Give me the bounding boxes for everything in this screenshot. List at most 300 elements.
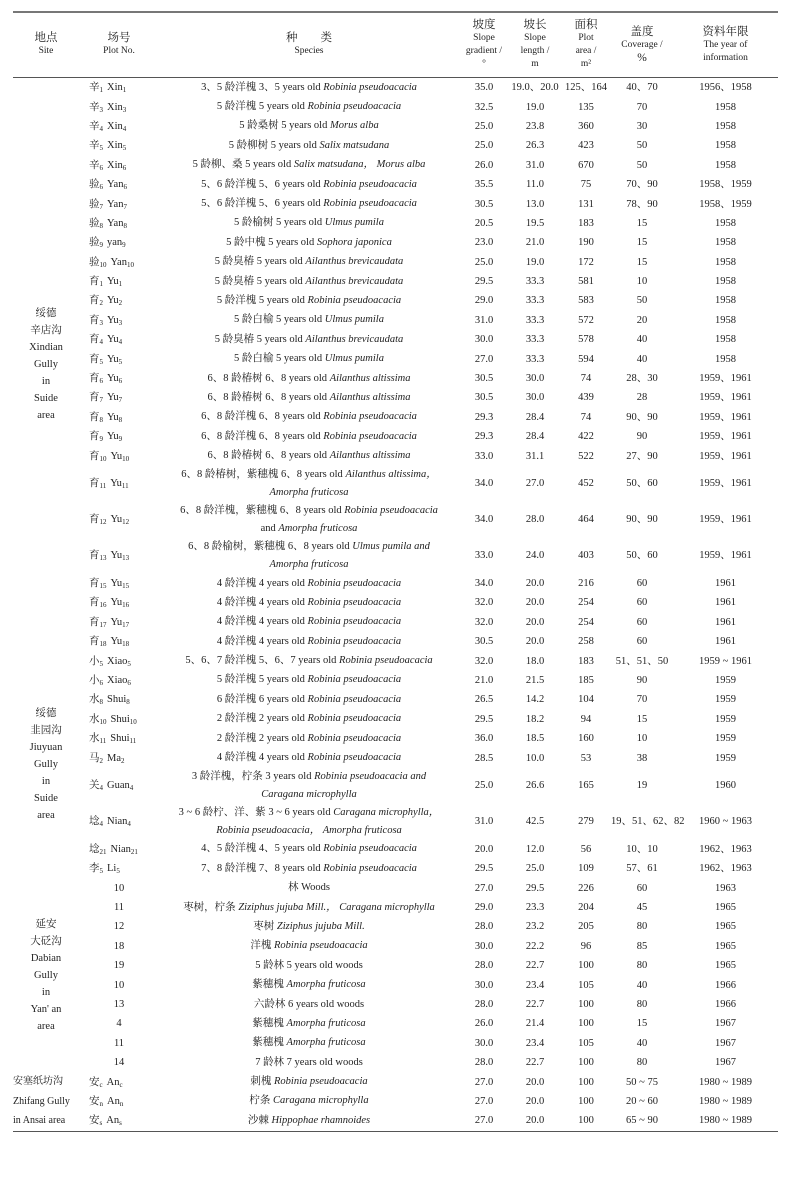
species-line-1	[159, 214, 459, 232]
plot-en-sub: 2	[118, 299, 123, 308]
species-latin: Robinia pseudoacacia	[323, 198, 417, 210]
plot-zh: 育	[89, 373, 100, 385]
species-line-2	[159, 822, 459, 840]
plot-no-cell	[79, 593, 159, 612]
plot-area-cell: 670	[578, 159, 594, 171]
slope-gradient-cell: 32.0	[474, 616, 494, 628]
coverage-cell: 78、90	[626, 198, 658, 210]
slope-length-cell: 18.0	[525, 655, 545, 667]
species-cell	[159, 78, 459, 98]
table-row	[13, 408, 778, 427]
species-cell	[159, 194, 459, 213]
slope-length-cell: 20.0	[525, 1095, 545, 1107]
plot-no-cell	[79, 574, 159, 593]
header-plot-zh: 场号	[107, 32, 131, 44]
plot-en-sub: 2	[121, 756, 125, 765]
slope-gradient-cell: 32.5	[474, 101, 494, 113]
species-latin: Amorpha fruticosa	[278, 522, 358, 534]
plot-zh-sub: 3	[99, 105, 103, 114]
slope-gradient-cell: 25.0	[474, 256, 494, 268]
species-line-1	[159, 613, 459, 631]
site-label-line: 安塞纸坊沟	[13, 1076, 63, 1088]
slope-length-cell: 21.4	[525, 1018, 545, 1030]
species-latin: Ulmus pumila	[324, 217, 384, 229]
year-cell: 1958	[715, 256, 736, 268]
plot-zh-sub: 11	[99, 737, 107, 746]
plot-zh: 育	[89, 478, 100, 490]
species-text: 5、6 龄洋槐 5、6 years old	[201, 178, 324, 190]
species-latin: Ailanthus brevicaudata	[305, 333, 404, 345]
site-label-line: in Ansai area	[13, 1115, 66, 1127]
plot-no-cell	[79, 233, 159, 252]
slope-length-cell: 28.4	[525, 411, 545, 423]
species-latin: Ailanthus brevicaudata	[305, 256, 404, 268]
plot-zh: 埝	[89, 816, 100, 828]
plot-zh-sub: 10	[99, 717, 107, 726]
plot-no-cell	[79, 632, 159, 651]
year-cell: 1959、1961	[699, 392, 752, 404]
species-line-1	[159, 710, 459, 728]
slope-gradient-cell: 27.0	[474, 353, 494, 365]
species-text: 3、5 龄洋槐 3、5 years old	[201, 81, 324, 93]
plot-en: Yu	[110, 450, 123, 462]
coverage-cell: 70	[636, 694, 648, 706]
species-text: 5 龄中槐 5 years old	[226, 236, 317, 248]
coverage-cell: 85	[636, 940, 648, 952]
species-line-1	[159, 633, 459, 651]
species-latin: Robinia pseudoacacia	[323, 81, 417, 93]
year-cell: 1959、1961	[699, 478, 752, 490]
species-cell	[159, 272, 459, 291]
species-cell	[159, 768, 459, 804]
plot-no-cell	[79, 156, 159, 175]
species-line-1	[159, 538, 459, 556]
year-cell: 1958	[715, 334, 736, 346]
table-row	[13, 937, 778, 956]
species-latin: Ailanthus altissima	[329, 391, 411, 403]
species-line-1	[159, 1015, 459, 1033]
plot-zh-sub: 2	[99, 756, 103, 765]
year-cell: 1959、1961	[699, 514, 752, 526]
species-text: 5 龄桑树 5 years old	[239, 120, 330, 132]
year-cell: 1958	[715, 276, 736, 288]
header-site-zh: 地点	[34, 32, 58, 44]
species-line-1	[159, 899, 459, 917]
plot-en: Yu	[110, 616, 123, 628]
slope-length-cell: 26.3	[525, 140, 545, 152]
header-area	[561, 12, 611, 78]
species-text: 6 龄洋槐 6 years old	[216, 693, 308, 705]
year-cell: 1961	[715, 597, 736, 609]
species-cell	[159, 710, 459, 729]
site-label-line: 绥德	[35, 308, 57, 320]
slope-gradient-cell: 28.0	[474, 1057, 494, 1069]
coverage-cell: 70、90	[626, 179, 658, 191]
table-row	[13, 233, 778, 252]
slope-length-cell: 18.5	[525, 733, 545, 745]
coverage-cell: 28、30	[626, 373, 658, 385]
plot-zh: 验	[89, 198, 100, 210]
year-cell: 1959、1961	[699, 550, 752, 562]
plot-en-sub: 1	[122, 86, 127, 95]
header-gradient-en1: Slope	[473, 33, 495, 43]
slope-gradient-cell: 35.5	[474, 179, 494, 191]
slope-length-cell: 19.5	[525, 217, 545, 229]
species-latin: Robinia pseudoacacia	[307, 752, 402, 764]
plot-zh: 马	[89, 752, 100, 764]
plot-en-sub: 15	[122, 582, 130, 590]
plot-en-sub: 1	[118, 280, 123, 289]
slope-gradient-cell: 21.0	[474, 674, 494, 686]
plot-no-cell	[79, 117, 159, 136]
species-line-2	[159, 484, 459, 502]
species-cell	[159, 917, 459, 936]
plot-area-cell: 360	[578, 120, 594, 132]
slope-gradient-cell: 34.0	[474, 478, 494, 490]
slope-length-cell: 20.0	[525, 1115, 545, 1127]
species-text: 5 龄柳树 5 years old	[228, 139, 320, 151]
table-row	[13, 538, 778, 574]
site-label-line: 大砭沟	[30, 935, 62, 947]
slope-length-cell: 22.7	[525, 999, 545, 1011]
species-cell	[159, 975, 459, 994]
slope-gradient-cell: 30.5	[474, 198, 494, 210]
site-label-line: Zhifang Gully	[13, 1095, 70, 1107]
plot-zh-sub: 1	[99, 280, 103, 289]
species-text: 2 龄洋槐 2 years old	[216, 732, 308, 744]
plot-en: Li	[107, 863, 117, 875]
site-label-line: 绥德	[35, 708, 57, 720]
table-row	[13, 502, 778, 538]
plot-area-cell: 258	[578, 636, 594, 648]
species-cell	[159, 136, 459, 155]
plot-area-cell: 94	[580, 713, 592, 725]
coverage-cell: 90、90	[626, 514, 658, 526]
species-text: 六龄林 6 years old woods	[253, 998, 365, 1010]
species-cell	[159, 233, 459, 252]
slope-gradient-cell: 26.5	[474, 694, 494, 706]
plot-area-cell: 464	[578, 514, 594, 526]
plot-zh-sub: 12	[99, 518, 107, 527]
species-text: 洋槐	[250, 940, 274, 952]
species-line-1	[159, 918, 459, 936]
plot-zh: 水	[89, 713, 100, 725]
plot-zh-sub: 4	[99, 784, 103, 793]
species-text: 3 ~ 6 龄柠、洋、紫 3 ~ 6 years old	[178, 806, 334, 818]
species-line-1	[159, 1034, 459, 1052]
plot-no-cell	[79, 729, 159, 748]
slope-length-cell: 22.2	[525, 940, 545, 952]
plot-no-cell	[79, 768, 159, 804]
plot-area-cell: 183	[578, 655, 594, 667]
header-length-zh: 坡长	[523, 19, 547, 31]
plot-zh-sub: 4	[99, 338, 103, 347]
plot-zh: 小	[89, 674, 100, 686]
slope-gradient-cell: 29.0	[474, 902, 494, 914]
species-text: 4、5 龄洋槐 4、5 years old	[201, 843, 324, 855]
plot-no-cell	[79, 1111, 159, 1131]
species-latin: Robinia pseudoacacia	[307, 713, 402, 725]
species-cell	[159, 427, 459, 446]
plot-no-cell	[79, 502, 159, 538]
table-row	[13, 194, 778, 213]
plot-no-cell	[79, 651, 159, 670]
coverage-cell: 38	[636, 752, 648, 764]
year-cell: 1961	[715, 616, 736, 628]
table-row	[13, 671, 778, 690]
species-text: 6、8 龄椿树 6、8 years old	[207, 450, 330, 462]
table-row	[13, 78, 778, 98]
header-area-zh: 面积	[574, 19, 598, 31]
species-cell	[159, 729, 459, 748]
plot-zh: 安	[89, 1115, 100, 1127]
plot-zh-sub: s	[99, 1119, 103, 1128]
plot-zh: 小	[89, 655, 100, 667]
coverage-cell: 15	[636, 1018, 648, 1030]
header-area-unit: m²	[580, 59, 592, 69]
plot-en-sub: 3	[122, 105, 127, 114]
plot-zh-sub: 21	[99, 847, 107, 856]
species-text: 7 龄林 7 years old woods	[255, 1056, 363, 1068]
year-cell: 1980 ~ 1989	[699, 1115, 752, 1127]
plot-no-cell	[79, 1072, 159, 1091]
plot-area-cell: 205	[578, 921, 594, 933]
species-text: 4 龄洋槐 4 years old	[216, 577, 308, 589]
species-cell	[159, 330, 459, 349]
plot-en-sub: 4	[118, 338, 123, 347]
slope-length-cell: 31.0	[525, 159, 545, 171]
species-text: 5、6 龄洋槐 5、6 years old	[201, 198, 324, 210]
plot-en-sub: 8	[123, 221, 127, 230]
species-cell	[159, 574, 459, 593]
plot-no-cell	[79, 671, 159, 690]
header-area-en2: area /	[575, 46, 597, 56]
plot-no-cell	[79, 253, 159, 272]
coverage-cell: 90、90	[626, 411, 658, 423]
plot-no-cell	[79, 369, 159, 388]
coverage-cell: 45	[636, 902, 648, 914]
plot-en: Xin	[107, 140, 123, 152]
year-cell: 1958	[715, 159, 736, 171]
species-text: 林 Woods	[287, 882, 331, 894]
plot-zh: 育	[89, 616, 100, 628]
slope-gradient-cell: 29.3	[474, 411, 494, 423]
species-latin: Robinia pseudoacacia	[307, 101, 402, 113]
species-text: 6、8 龄椿树 6、8 years old	[207, 391, 330, 403]
slope-gradient-cell: 33.0	[474, 450, 494, 462]
site-label	[13, 879, 79, 1073]
species-cell	[159, 804, 459, 840]
year-cell: 1965	[715, 940, 736, 952]
coverage-cell: 60	[636, 882, 648, 894]
species-line-1	[159, 117, 459, 135]
slope-gradient-cell: 29.0	[474, 295, 494, 307]
plot-no-cell	[79, 975, 159, 994]
plot-no-cell	[79, 408, 159, 427]
year-cell: 1960 ~ 1963	[699, 816, 752, 828]
coverage-cell: 20	[636, 314, 648, 326]
slope-gradient-cell: 36.0	[474, 733, 494, 745]
plot-en: Yu	[107, 392, 119, 404]
species-line-1	[159, 370, 459, 388]
plot-en: Yan	[107, 217, 124, 229]
slope-gradient-cell: 29.5	[474, 713, 494, 725]
slope-length-cell: 30.0	[525, 392, 545, 404]
plot-en: Yu	[107, 373, 119, 385]
plot-zh: 育	[89, 514, 100, 526]
plot-en: Xin	[107, 101, 123, 113]
plot-no-cell	[79, 840, 159, 859]
year-cell: 1959、1961	[699, 373, 752, 385]
plot-en: Yan	[110, 256, 127, 268]
species-line-1	[159, 879, 459, 897]
site-label-line: in	[41, 986, 51, 998]
year-cell: 1963	[715, 882, 736, 894]
species-text: 紫穗槐	[252, 1017, 287, 1029]
plot-en-sub: 21	[130, 847, 138, 856]
slope-length-cell: 21.5	[525, 674, 545, 686]
species-line-1	[159, 671, 459, 689]
plot-no-cell	[79, 446, 159, 465]
plot-en-sub: 7	[118, 396, 123, 405]
species-cell	[159, 651, 459, 670]
slope-length-cell: 18.2	[525, 713, 545, 725]
species-cell	[159, 349, 459, 368]
plot-zh: 育	[89, 578, 100, 589]
header-row	[13, 12, 778, 78]
species-cell	[159, 117, 459, 136]
table-row	[13, 349, 778, 368]
species-latin: Salix matsudana， Morus alba	[293, 159, 426, 171]
plot-zh-sub: 7	[99, 202, 103, 211]
slope-length-cell: 33.3	[525, 334, 545, 346]
slope-gradient-cell: 29.5	[474, 863, 494, 875]
plot-zh-sub: 6	[99, 678, 103, 687]
plot-number: 19	[113, 960, 125, 972]
species-latin: Robinia pseudoacacia	[307, 674, 402, 686]
species-line-1	[159, 652, 459, 670]
species-cell	[159, 408, 459, 427]
species-text: 6、8 龄洋槐，紫穗槐 6、8 years old	[180, 504, 345, 516]
table-row	[13, 995, 778, 1014]
site-label-line: Gully	[34, 759, 58, 771]
table-row	[13, 253, 778, 272]
species-line-1	[159, 156, 459, 174]
header-length-en2: length /	[520, 46, 550, 56]
header-coverage-en1: Coverage /	[621, 39, 663, 50]
plot-zh-sub: 15	[99, 582, 107, 590]
plot-en-sub: 12	[122, 518, 130, 527]
species-cell	[159, 690, 459, 709]
table-row	[13, 879, 778, 898]
slope-gradient-cell: 30.0	[474, 979, 494, 991]
plot-area-cell: 403	[578, 550, 594, 562]
plot-zh: 育	[89, 450, 100, 462]
slope-length-cell: 24.0	[525, 550, 545, 562]
plot-en: Yu	[107, 334, 119, 346]
slope-gradient-cell: 27.0	[474, 1095, 494, 1107]
plot-no-cell	[79, 1053, 159, 1072]
species-text: 5 龄榆树 5 years old	[234, 217, 325, 229]
plot-area-cell: 439	[578, 392, 594, 404]
coverage-cell: 80	[636, 999, 648, 1011]
plot-no-cell	[79, 427, 159, 446]
slope-length-cell: 26.6	[525, 780, 545, 792]
plot-zh: 安	[89, 1095, 100, 1107]
slope-gradient-cell: 27.0	[474, 1076, 494, 1088]
coverage-cell: 10	[636, 276, 648, 288]
species-line-1	[159, 98, 459, 116]
species-line-1	[159, 331, 459, 349]
slope-length-cell: 21.0	[525, 237, 545, 249]
plot-en-sub: 5	[118, 357, 123, 366]
slope-gradient-cell: 25.0	[474, 780, 494, 792]
species-cell	[159, 156, 459, 175]
table-header	[13, 12, 778, 78]
plot-number: 10	[113, 882, 125, 894]
plot-area-cell: 74	[580, 373, 592, 385]
plot-en-sub: 13	[122, 554, 130, 563]
header-coverage	[611, 12, 673, 78]
plot-zh-sub: 11	[99, 482, 107, 491]
plot-area-cell: 254	[578, 616, 594, 628]
plot-en: Xiao	[107, 655, 128, 667]
table-body	[13, 78, 778, 1132]
plot-en-sub: 9	[118, 435, 123, 444]
plot-en: Yu	[107, 276, 119, 288]
plot-zh-sub: 8	[99, 415, 103, 424]
plot-area-cell: 100	[578, 1076, 594, 1088]
plot-en: Yu	[110, 597, 123, 609]
species-cell	[159, 995, 459, 1014]
year-cell: 1961	[715, 578, 736, 589]
species-cell	[159, 214, 459, 233]
plot-en: Yu	[107, 295, 119, 307]
table-row	[13, 1092, 778, 1111]
slope-gradient-cell: 31.0	[474, 314, 494, 326]
slope-length-cell: 20.0	[525, 616, 545, 628]
table-row	[13, 446, 778, 465]
table-row	[13, 859, 778, 878]
table-row	[13, 388, 778, 407]
coverage-cell: 60	[636, 616, 648, 628]
year-cell: 1965	[715, 902, 736, 914]
plot-area-cell: 104	[578, 694, 594, 706]
plot-en: Yu	[110, 550, 123, 562]
plot-zh: 辛	[89, 159, 100, 171]
slope-gradient-cell: 27.0	[474, 882, 494, 894]
table-row	[13, 311, 778, 330]
species-latin: Ulmus pumila	[324, 314, 384, 326]
species-cell	[159, 1053, 459, 1072]
plot-data-table	[13, 11, 778, 1132]
slope-length-cell: 28.4	[525, 431, 545, 443]
species-line-1	[159, 502, 459, 520]
species-latin: Robinia pseudoacacia	[307, 616, 402, 628]
species-latin: Ailanthus altissima	[329, 450, 411, 462]
plot-zh: 育	[89, 550, 100, 562]
species-cell	[159, 671, 459, 690]
species-line-1	[159, 79, 459, 97]
table-row	[13, 593, 778, 612]
slope-length-cell: 25.0	[525, 863, 545, 875]
species-line-1	[159, 860, 459, 878]
plot-en-sub: 10	[129, 717, 137, 726]
plot-no-cell	[79, 898, 159, 917]
plot-en-sub: 4	[127, 820, 131, 829]
species-line-1	[159, 768, 459, 786]
species-latin: Robinia pseudoacacia	[307, 732, 402, 744]
